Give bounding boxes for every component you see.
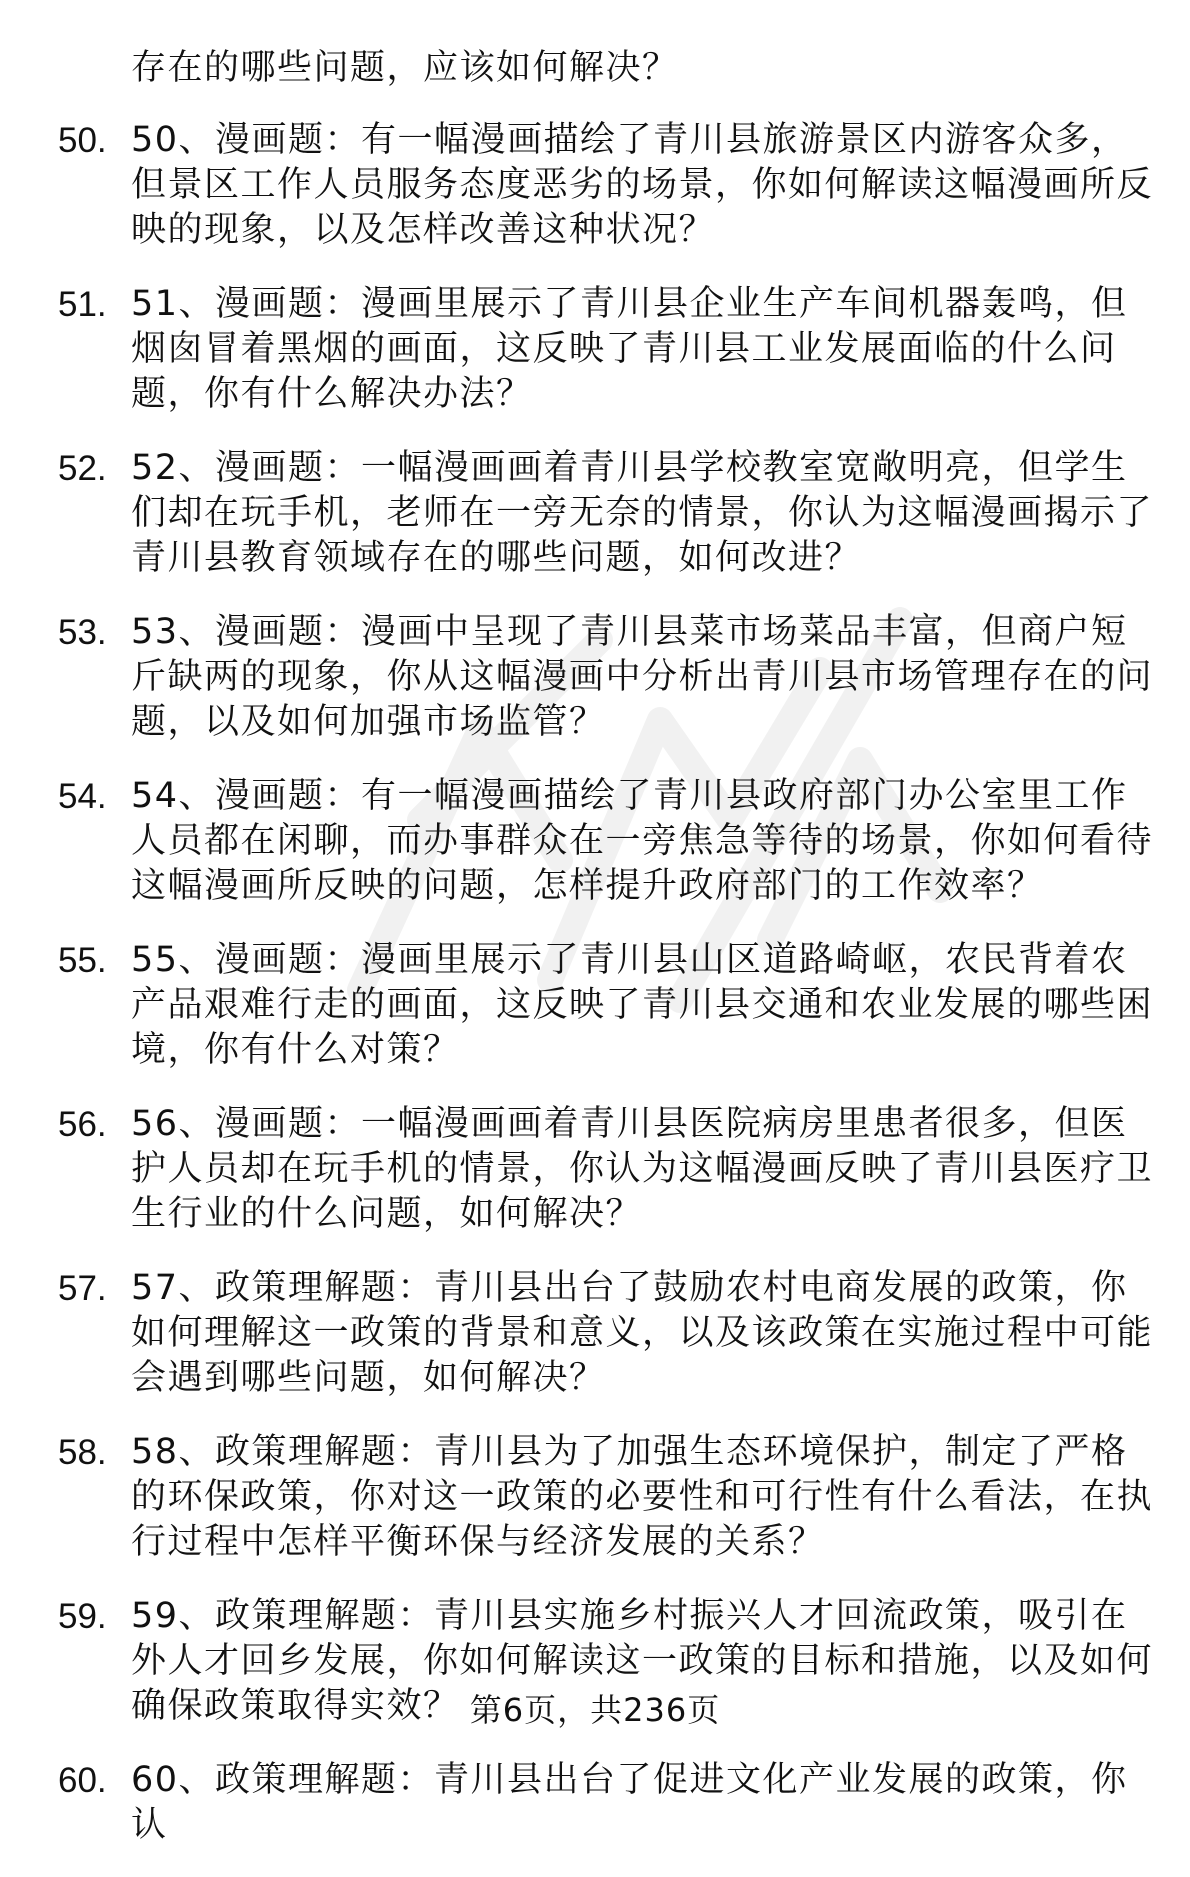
question-number: 54. bbox=[58, 777, 107, 816]
question-item bbox=[0, 1266, 1190, 1401]
question-text: 51、漫画题：漫画里展示了青川县企业生产车间机器轰鸣，但烟囱冒着黑烟的画面，这反映了青川县工业发展面临的什么问题，你有什么解决办法？ bbox=[131, 284, 1128, 414]
question-text: 60、政策理解题：青川县出台了促进文化产业发展的政策，你认 bbox=[131, 1760, 1128, 1845]
question-number: 52. bbox=[58, 449, 107, 488]
question-item bbox=[0, 1758, 1190, 1848]
question-item bbox=[0, 938, 1190, 1073]
question-list bbox=[0, 118, 1190, 1877]
question-number: 56. bbox=[58, 1105, 107, 1144]
page-footer: 第6页，共236页 bbox=[469, 1691, 721, 1729]
continuation-text: 存在的哪些问题，应该如何解决？ bbox=[131, 48, 679, 88]
question-number: 59. bbox=[58, 1597, 107, 1636]
question-item bbox=[0, 610, 1190, 745]
question-text: 59、政策理解题：青川县实施乡村振兴人才回流政策，吸引在外人才回乡发展，你如何解读这一政策的目标和措施，以及如何确保政策取得实效？ bbox=[131, 1596, 1154, 1726]
question-item bbox=[0, 282, 1190, 417]
question-text: 52、漫画题：一幅漫画画着青川县学校教室宽敞明亮，但学生们却在玩手机，老师在一旁无奈的情景，你认为这幅漫画揭示了青川县教育领域存在的哪些问题，如何改进？ bbox=[131, 448, 1154, 578]
question-number: 60. bbox=[58, 1761, 107, 1800]
question-number: 55. bbox=[58, 941, 107, 980]
question-number: 50. bbox=[58, 121, 107, 160]
question-number: 51. bbox=[58, 285, 107, 324]
question-text: 57、政策理解题：青川县出台了鼓励农村电商发展的政策，你如何理解这一政策的背景和意义，以及该政策在实施过程中可能会遇到哪些问题，如何解决？ bbox=[131, 1268, 1154, 1398]
question-text: 50、漫画题：有一幅漫画描绘了青川县旅游景区内游客众多，但景区工作人员服务态度恶劣的场景，你如何解读这幅漫画所反映的现象，以及怎样改善这种状况？ bbox=[131, 120, 1154, 250]
question-number: 53. bbox=[58, 613, 107, 652]
question-item bbox=[0, 446, 1190, 581]
question-number: 57. bbox=[58, 1269, 107, 1308]
question-item bbox=[0, 1430, 1190, 1565]
question-item bbox=[0, 118, 1190, 253]
question-text: 58、政策理解题：青川县为了加强生态环境保护，制定了严格的环保政策，你对这一政策的必要性和可行性有什么看法，在执行过程中怎样平衡环保与经济发展的关系？ bbox=[131, 1432, 1154, 1562]
question-text: 54、漫画题：有一幅漫画描绘了青川县政府部门办公室里工作人员都在闲聊，而办事群众在一旁焦急等待的场景，你如何看待这幅漫画所反映的问题，怎样提升政府部门的工作效率？ bbox=[131, 776, 1154, 906]
question-item bbox=[0, 1102, 1190, 1237]
question-text: 56、漫画题：一幅漫画画着青川县医院病房里患者很多，但医护人员却在玩手机的情景，你认为这幅漫画反映了青川县医疗卫生行业的什么问题，如何解决？ bbox=[131, 1104, 1154, 1234]
question-text: 53、漫画题：漫画中呈现了青川县菜市场菜品丰富，但商户短斤缺两的现象，你从这幅漫画中分析出青川县市场管理存在的问题，以及如何加强市场监管？ bbox=[131, 612, 1154, 742]
question-text: 55、漫画题：漫画里展示了青川县山区道路崎岖，农民背着农产品艰难行走的画面，这反映了青川县交通和农业发展的哪些困境，你有什么对策？ bbox=[131, 940, 1154, 1070]
question-number: 58. bbox=[58, 1433, 107, 1472]
question-item bbox=[0, 774, 1190, 909]
